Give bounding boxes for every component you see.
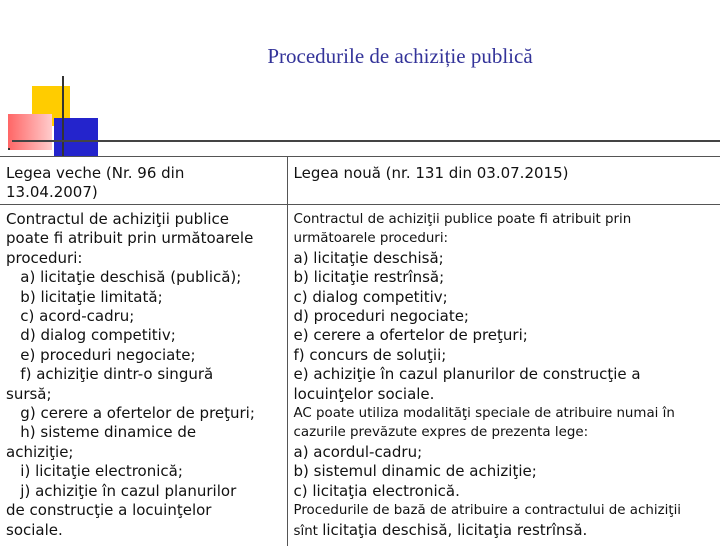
new-law-line: e) achiziţie în cazul planurilor de construcţie a: [294, 365, 720, 384]
old-law-header-line1: Legea veche (Nr. 96 din: [6, 164, 287, 183]
old-law-line: e) proceduri negociate;: [6, 346, 287, 365]
old-law-line: j) achiziţie în cazul planurilor: [6, 482, 287, 501]
page-title: Procedurile de achiziție publică: [0, 44, 720, 69]
new-law-line: b) licitaţie restrînsă;: [294, 268, 720, 287]
old-law-line: i) licitaţie electronică;: [6, 462, 287, 481]
blue-square-decoration: [54, 118, 98, 156]
old-law-line: b) licitaţie limitată;: [6, 288, 287, 307]
new-law-line: următoarele proceduri:: [294, 229, 720, 248]
old-law-line: c) acord-cadru;: [6, 307, 287, 326]
new-law-line: locuinţelor sociale.: [294, 385, 720, 404]
new-law-line-emphasis: licitaţia deschisă, licitaţia restrînsă.: [322, 521, 587, 539]
new-law-line: b) sistemul dinamic de achiziţie;: [294, 462, 720, 481]
new-law-line: c) dialog competitiv;: [294, 288, 720, 307]
new-law-header: [287, 157, 720, 205]
old-law-procedures: [0, 205, 287, 546]
old-law-line: proceduri:: [6, 249, 287, 268]
old-law-line: d) dialog competitiv;: [6, 326, 287, 345]
old-law-line: h) sisteme dinamice de: [6, 423, 287, 442]
new-law-line: a) licitaţie deschisă;: [294, 249, 720, 268]
new-law-line: f) concurs de soluţii;: [294, 346, 720, 365]
new-law-line-prefix: sînt: [294, 524, 323, 539]
old-law-line: f) achiziţie dintr-o singură: [6, 365, 287, 384]
new-law-line: d) proceduri negociate;: [294, 307, 720, 326]
new-law-line: Contractul de achiziţii publice poate fi atribuit prin: [294, 210, 720, 229]
table-body-row: [0, 205, 720, 546]
new-law-header-text: Legea nouă (nr. 131 din 03.07.2015): [294, 164, 720, 183]
decorative-logo-graphic: [0, 72, 720, 156]
new-law-line: Procedurile de bază de atribuire a contractului de achiziţii: [294, 501, 720, 520]
old-law-header: [0, 157, 287, 205]
new-law-line: [294, 521, 720, 541]
horizontal-rule-decoration: [12, 140, 720, 142]
old-law-line: a) licitaţie deschisă (publică);: [6, 268, 287, 287]
old-law-line: sursă;: [6, 385, 287, 404]
old-law-header-line2: 13.04.2007): [6, 183, 287, 202]
old-law-line: g) cerere a ofertelor de preţuri;: [6, 404, 287, 423]
new-law-line: AC poate utiliza modalităţi speciale de atribuire numai în: [294, 404, 720, 423]
old-law-line: achiziţie;: [6, 443, 287, 462]
old-law-line: poate fi atribuit prin următoarele: [6, 229, 287, 248]
table-header-row: [0, 157, 720, 205]
old-law-line: Contractul de achiziţii publice: [6, 210, 287, 229]
new-law-line: cazurile prevăzute expres de prezenta lege:: [294, 423, 720, 442]
new-law-line: c) licitaţia electronică.: [294, 482, 720, 501]
old-law-line: de construcţie a locuinţelor: [6, 501, 287, 520]
old-law-line: sociale.: [6, 521, 287, 540]
new-law-procedures: [287, 205, 720, 546]
vertical-rule-decoration: [62, 76, 64, 156]
dot-decoration: [8, 148, 10, 150]
red-square-decoration: [8, 114, 52, 150]
new-law-line: e) cerere a ofertelor de preţuri;: [294, 326, 720, 345]
new-law-line: a) acordul-cadru;: [294, 443, 720, 462]
comparison-table: [0, 156, 720, 546]
